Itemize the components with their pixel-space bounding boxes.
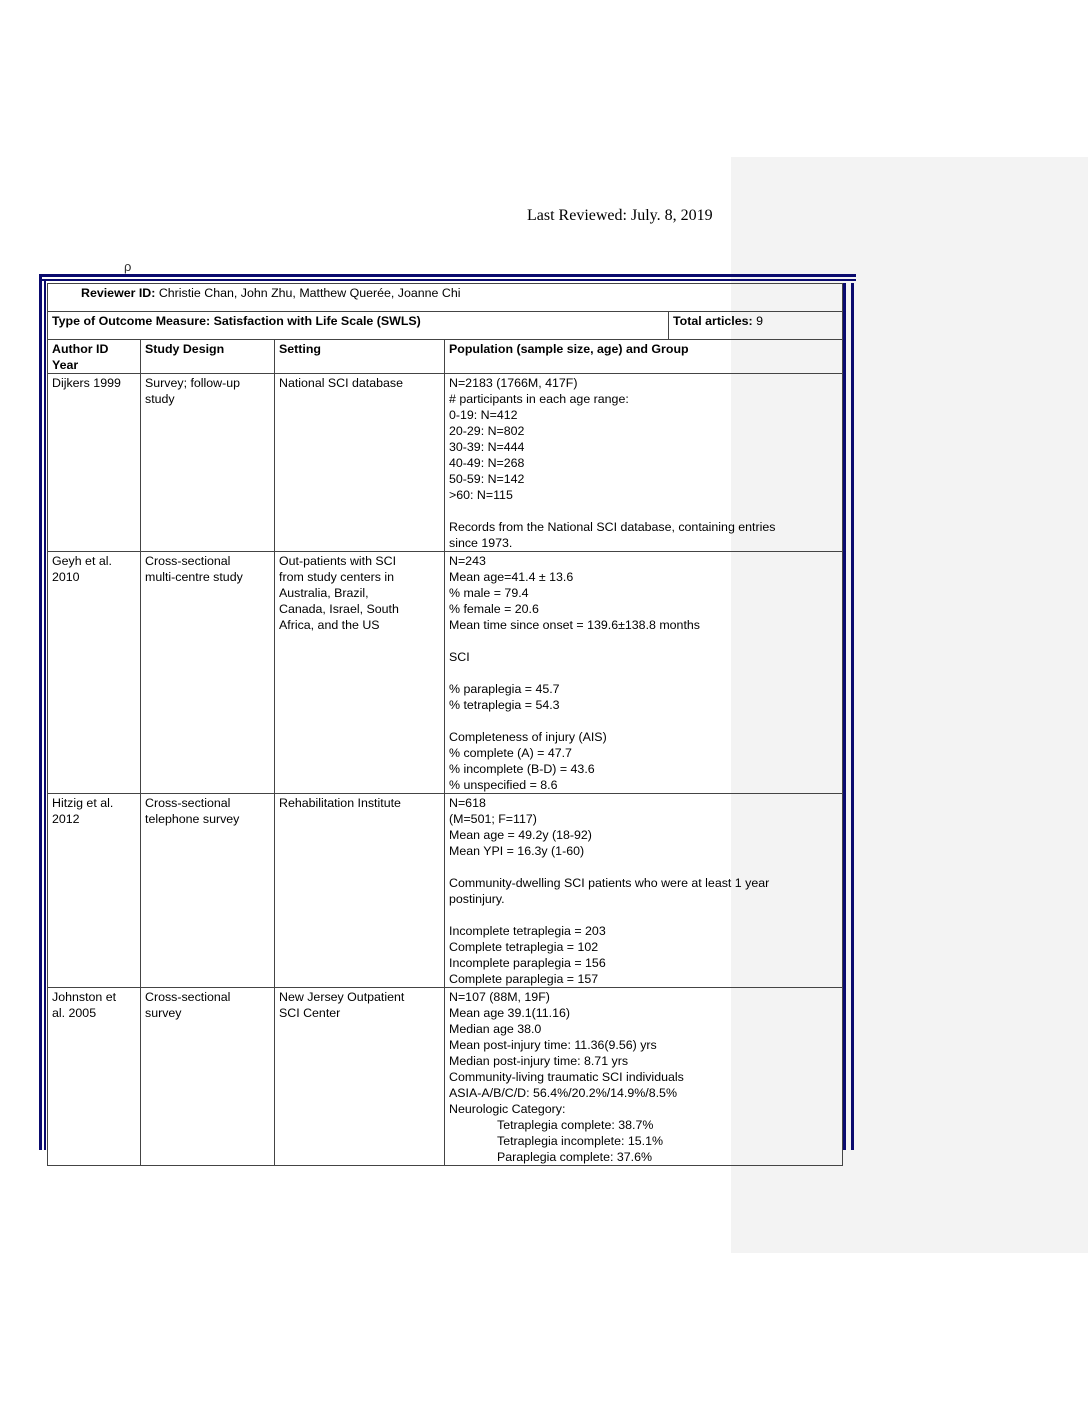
row-population: N=243 Mean age=41.4 ± 13.6 % male = 79.4 % female = 20.6 Mean time since onset = 139.6±138.8 months SCI % paraplegia = 45.7 % tetraplegia = 54.3 Completeness of injury (AIS) % complete (A) = 47.7 % incomplete (B-D) = 43.6 % unspecified = 8.6 xyxy=(445,552,843,794)
row-design: Cross-sectional telephone survey xyxy=(141,794,275,988)
population-text: N=107 (88M, 19F) Mean age 39.1(11.16) Median age 38.0 Mean post-injury time: 11.36(9.56) yrs Median post-injury time: 8.71 yrs Community-living traumatic SCI individuals ASIA-A/B/C/D: 56.4%/20.2%/14.9%/8.5% Neurologic Category: xyxy=(449,990,684,1116)
reviewer-row xyxy=(48,284,843,312)
indented-line: Tetraplegia complete: 38.7% xyxy=(497,1118,654,1132)
frame-border-right xyxy=(851,283,854,1150)
table-row xyxy=(48,374,843,552)
reviewer-names: Christie Chan, John Zhu, Matthew Querée, Joanne Chi xyxy=(155,286,461,300)
frame-border-left xyxy=(39,274,42,1150)
row-setting: National SCI database xyxy=(275,374,445,552)
review-table xyxy=(47,283,843,1166)
row-author: Geyh et al. 2010 xyxy=(48,552,141,794)
col-author: Author ID Year xyxy=(48,340,141,374)
row-author: Dijkers 1999 xyxy=(48,374,141,552)
indented-line: Paraplegia complete: 37.6% xyxy=(497,1150,652,1164)
last-reviewed-date: Last Reviewed: July. 8, 2019 xyxy=(527,207,713,224)
row-design: Cross-sectional multi-centre study xyxy=(141,552,275,794)
col-setting: Setting xyxy=(275,340,445,374)
row-population: N=2183 (1766M, 417F) # participants in each age range: 0-19: N=412 20-29: N=802 30-39: N=444 40-49: N=268 50-59: N=142 >60: N=115 Records from the National SCI database, containing entries since 1973. xyxy=(445,374,843,552)
row-design: Survey; follow-up study xyxy=(141,374,275,552)
col-design: Study Design xyxy=(141,340,275,374)
column-header-row xyxy=(48,340,843,374)
frame-border-right-inner xyxy=(843,283,846,1150)
frame-border-top-inner xyxy=(39,279,856,281)
table-row xyxy=(48,988,843,1166)
table-row xyxy=(48,794,843,988)
row-author: Johnston et al. 2005 xyxy=(48,988,141,1166)
frame-border-left-inner xyxy=(44,281,46,1150)
total-articles-label: Total articles: xyxy=(673,314,753,328)
row-setting: New Jersey Outpatient SCI Center xyxy=(275,988,445,1166)
outcome-type: Type of Outcome Measure: Satisfaction with Life Scale (SWLS) xyxy=(48,312,669,340)
row-author: Hitzig et al. 2012 xyxy=(48,794,141,988)
reviewer-label: Reviewer ID: xyxy=(81,286,156,300)
row-design: Cross-sectional survey xyxy=(141,988,275,1166)
total-articles-cell xyxy=(669,312,843,340)
row-setting: Out-patients with SCI from study centers in Australia, Brazil, Canada, Israel, South Africa, and the US xyxy=(275,552,445,794)
reviewer-cell xyxy=(48,284,843,312)
outcome-row xyxy=(48,312,843,340)
row-population xyxy=(445,988,843,1166)
col-population: Population (sample size, age) and Group xyxy=(445,340,843,374)
frame-border-top xyxy=(39,274,856,277)
indented-line: Tetraplegia incomplete: 15.1% xyxy=(497,1134,663,1148)
table-row xyxy=(48,552,843,794)
total-articles-value: 9 xyxy=(752,314,763,328)
row-population: N=618 (M=501; F=117) Mean age = 49.2y (18-92) Mean YPI = 16.3y (1-60) Community-dwelling SCI patients who were at least 1 year postinjury. Incomplete tetraplegia = 203 Complete tetraplegia = 102 Incomplete paraplegia = 156 Complete paraplegia = 157 xyxy=(445,794,843,988)
row-setting: Rehabilitation Institute xyxy=(275,794,445,988)
anchor-mark: ρ xyxy=(124,259,132,274)
